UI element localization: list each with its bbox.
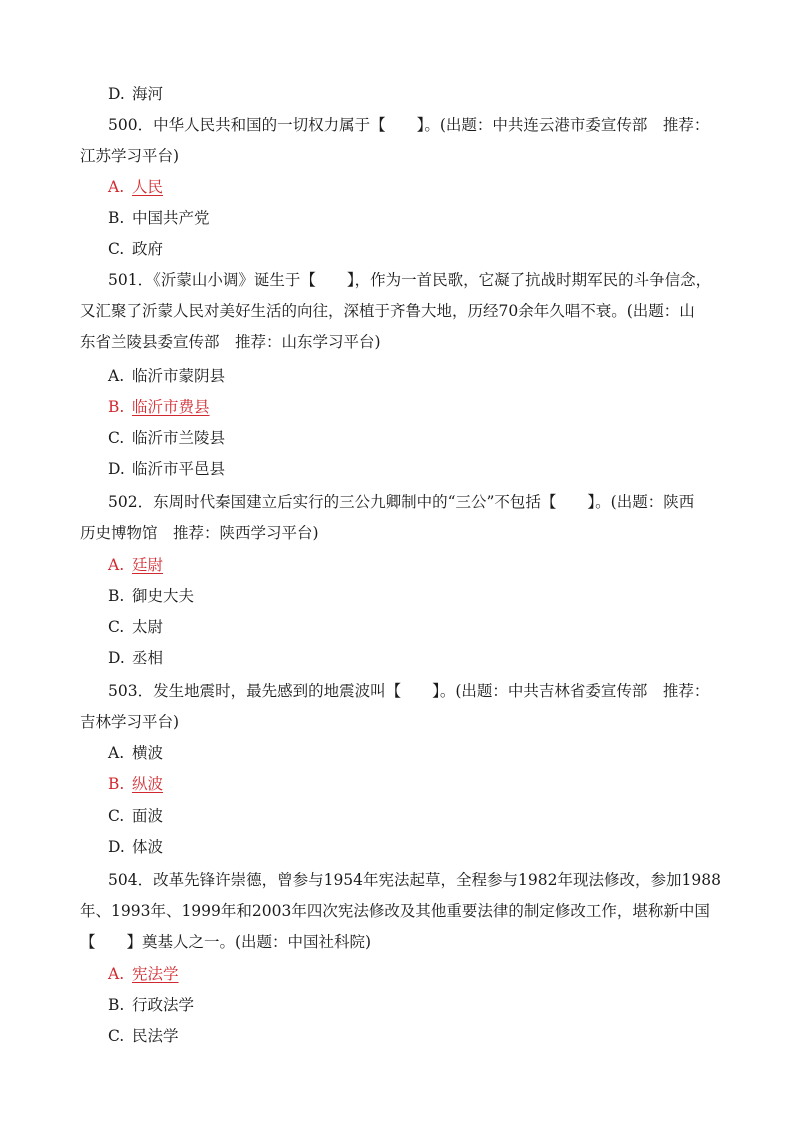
question-504-cont-1: 年、1993年、1999年和2003年四次宪法修改及其他重要法律的制定修改工作，堪称新中国 xyxy=(80,902,710,920)
option-text: 临沂市兰陵县 xyxy=(132,429,226,447)
option-label: B. xyxy=(108,996,125,1014)
option-q500-c xyxy=(108,239,748,259)
option-label: A. xyxy=(108,744,125,762)
option-q504-c xyxy=(108,1026,748,1046)
question-501-cont-1: 又汇聚了沂蒙人民对美好生活的向往，深植于齐鲁大地，历经70余年久唱不衰。(出题：山 xyxy=(80,302,695,320)
option-text: 丞相 xyxy=(132,649,164,667)
option-q501-b xyxy=(108,397,748,417)
option-text: 民法学 xyxy=(132,1027,179,1045)
option-label: A. xyxy=(108,965,125,983)
option-q504-b xyxy=(108,995,748,1015)
option-text: 临沂市费县 xyxy=(132,398,210,416)
option-q501-a xyxy=(108,366,748,386)
option-text: 政府 xyxy=(132,240,164,258)
option-q502-b xyxy=(108,586,748,606)
option-q500-b xyxy=(108,208,748,228)
option-text: 廷尉 xyxy=(132,556,164,574)
option-q500-a xyxy=(108,177,748,197)
question-503-cont: 吉林学习平台) xyxy=(80,713,180,731)
question-501-cont-2: 东省兰陵县委宣传部 推荐：山东学习平台) xyxy=(80,333,381,351)
option-text: 中国共产党 xyxy=(132,209,210,227)
option-label: D. xyxy=(108,460,125,478)
option-text: 行政法学 xyxy=(132,996,195,1014)
option-text: 面波 xyxy=(132,807,164,825)
option-text: 纵波 xyxy=(132,775,164,793)
option-q502-c xyxy=(108,617,748,637)
option-text: 临沂市蒙阴县 xyxy=(132,367,226,385)
option-label: C. xyxy=(108,618,125,636)
question-501: 501．《沂蒙山小调》诞生于【 】，作为一首民歌，它凝了抗战时期军民的斗争信念， xyxy=(108,271,712,289)
option-q503-d xyxy=(108,837,748,857)
option-q503-a xyxy=(108,743,748,763)
option-label: D. xyxy=(108,649,125,667)
option-q502-a xyxy=(108,555,748,575)
option-q501-d xyxy=(108,459,748,479)
option-text: 海河 xyxy=(132,85,164,103)
option-label: B. xyxy=(108,209,125,227)
option-text: 太尉 xyxy=(132,618,164,636)
option-text: 横波 xyxy=(132,744,164,762)
option-label: D. xyxy=(108,85,125,103)
option-text: 人民 xyxy=(132,178,164,196)
option-label: C. xyxy=(108,807,125,825)
question-502: 502．东周时代秦国建立后实行的三公九卿制中的“三公”不包括【 】。(出题：陕西 xyxy=(108,493,695,511)
option-label: D. xyxy=(108,838,125,856)
option-label: C. xyxy=(108,240,125,258)
option-label: C. xyxy=(108,1027,125,1045)
option-q503-c xyxy=(108,806,748,826)
option-q499-d xyxy=(108,84,748,104)
option-label: B. xyxy=(108,398,125,416)
question-502-cont: 历史博物馆 推荐：陕西学习平台) xyxy=(80,524,319,542)
option-q502-d xyxy=(108,648,748,668)
option-q503-b xyxy=(108,774,748,794)
question-504-cont-2: 【 】奠基人之一。(出题：中国社科院) xyxy=(80,933,372,951)
option-label: B. xyxy=(108,775,125,793)
option-text: 宪法学 xyxy=(132,965,179,983)
option-label: A. xyxy=(108,556,125,574)
option-label: B. xyxy=(108,587,125,605)
option-text: 御史大夫 xyxy=(132,587,195,605)
option-label: A. xyxy=(108,178,125,196)
option-text: 临沂市平邑县 xyxy=(132,460,226,478)
question-500: 500．中华人民共和国的一切权力属于【 】。(出题：中共连云港市委宣传部 推荐： xyxy=(108,116,710,134)
question-504: 504．改革先锋许崇德，曾参与1954年宪法起草，全程参与1982年现法修改，参加1988 xyxy=(108,871,721,889)
option-q504-a xyxy=(108,964,748,984)
option-text: 体波 xyxy=(132,838,164,856)
option-q501-c xyxy=(108,428,748,448)
question-500-cont: 江苏学习平台) xyxy=(80,147,180,165)
option-label: A. xyxy=(108,367,125,385)
question-503: 503．发生地震时，最先感到的地震波叫【 】。(出题：中共吉林省委宣传部 推荐： xyxy=(108,682,710,700)
option-label: C. xyxy=(108,429,125,447)
